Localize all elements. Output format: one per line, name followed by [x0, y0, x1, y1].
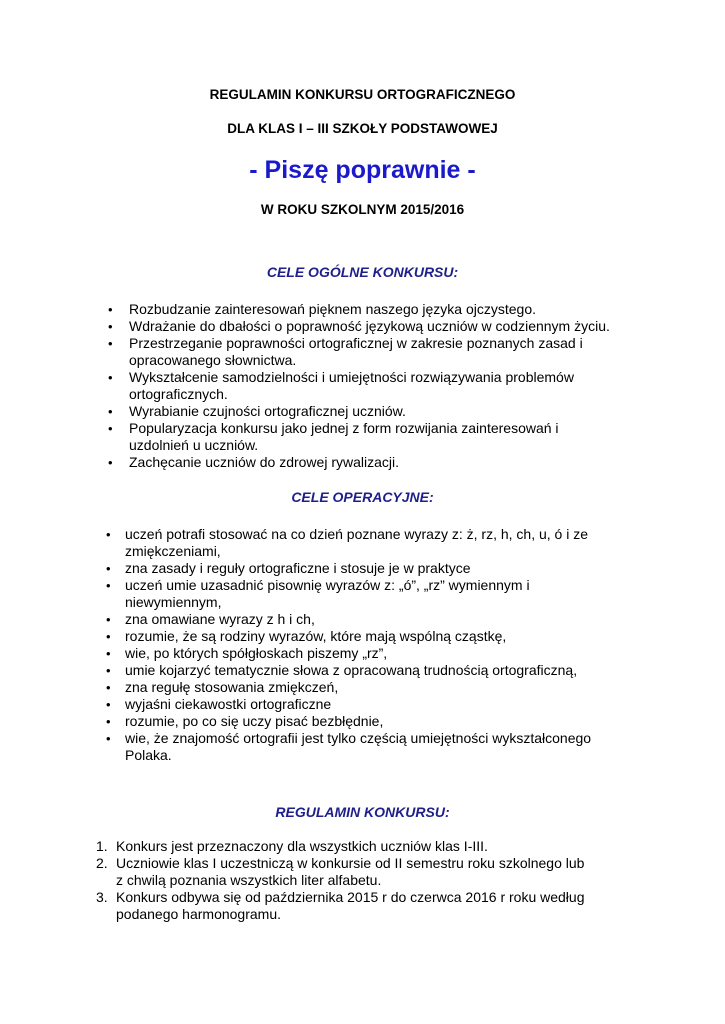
bullet-icon: •	[106, 646, 111, 661]
list-item	[106, 560, 591, 577]
list-item	[106, 611, 591, 628]
list-item-text: zna zasady i reguły ortograficzne i stosuje je w praktyce	[125, 560, 471, 576]
operational-goals-list	[106, 526, 591, 764]
rule-number: 1.	[96, 838, 108, 854]
list-item-text: Wykształcenie samodzielności i umiejętności rozwiązywania problemów	[129, 369, 574, 385]
list-item-text: wie, po których spółgłoskach piszemy „rz”,	[125, 645, 388, 661]
list-item-text: Wdrażanie do dbałości o poprawność językową uczniów w codziennym życiu.	[129, 318, 610, 334]
list-item-text: Polaka.	[125, 747, 172, 763]
bullet-icon: •	[108, 370, 113, 385]
bullet-icon: •	[106, 714, 111, 729]
general-goals-list	[108, 301, 610, 471]
school-year: W ROKU SZKOLNYM 2015/2016	[260, 202, 465, 217]
bullet-icon: •	[106, 731, 111, 746]
heading-general-goals: CELE OGÓLNE KONKURSU:	[266, 264, 459, 280]
list-item	[108, 369, 610, 403]
rule-text: Konkurs odbywa się od października 2015 r do czerwca 2016 r roku według	[116, 889, 585, 905]
rules-list	[96, 838, 585, 923]
list-item	[108, 335, 610, 369]
rule-text: podanego harmonogramu.	[116, 906, 282, 922]
list-item-text: Popularyzacja konkursu jako jednej z form rozwijania zainteresowań i	[129, 420, 559, 436]
list-item-text: uzdolnień u uczniów.	[129, 437, 259, 453]
list-item-text: uczeń umie uzasadnić pisownię wyrazów z: „ó”, „rz” wymiennym i	[125, 577, 530, 593]
list-item-text: ortograficznych.	[129, 386, 228, 402]
list-item-text: uczeń potrafi stosować na co dzień poznane wyrazy z: ż, rz, h, ch, u, ó i ze	[125, 526, 589, 542]
bullet-icon: •	[108, 421, 113, 436]
list-item-text: Wyrabianie czujności ortograficznej uczniów.	[129, 403, 406, 419]
rule-text: Uczniowie klas I uczestniczą w konkursie od II semestru roku szkolnego lub	[116, 855, 585, 871]
list-item-text: Przestrzeganie poprawności ortograficznej w zakresie poznanych zasad i	[129, 335, 583, 351]
rule-item	[96, 889, 585, 923]
list-item	[106, 679, 591, 696]
header-line-1: REGULAMIN KONKURSU ORTOGRAFICZNEGO	[209, 87, 516, 102]
list-item-text: rozumie, że są rodziny wyrazów, które mają wspólną cząstkę,	[125, 628, 507, 644]
list-item-text: opracowanego słownictwa.	[129, 352, 297, 368]
list-item	[108, 301, 610, 318]
list-item-text: Rozbudzanie zainteresowań pięknem naszego języka ojczystego.	[129, 301, 537, 317]
list-item	[106, 577, 591, 611]
list-item-text: wie, że znajomość ortografii jest tylko częścią umiejętności wykształconego	[125, 730, 592, 746]
list-item-text: rozumie, po co się uczy pisać bezbłędnie,	[125, 713, 384, 729]
list-item	[106, 730, 591, 764]
list-item-text: Zachęcanie uczniów do zdrowej rywalizacji.	[129, 454, 400, 470]
rule-text: z chwilą poznania wszystkich liter alfabetu.	[116, 872, 382, 888]
list-item	[106, 696, 591, 713]
bullet-icon: •	[108, 319, 113, 334]
list-item	[106, 526, 591, 560]
bullet-icon: •	[106, 680, 111, 695]
bullet-icon: •	[106, 697, 111, 712]
list-item	[106, 645, 591, 662]
rule-item	[96, 855, 585, 889]
bullet-icon: •	[106, 612, 111, 627]
list-item	[108, 318, 610, 335]
list-item	[106, 662, 591, 679]
bullet-icon: •	[108, 404, 113, 419]
list-item-text: zna omawiane wyrazy z h i ch,	[125, 611, 315, 627]
list-item	[108, 403, 610, 420]
list-item-text: niewymiennym,	[125, 594, 222, 610]
heading-operational-goals: CELE OPERACYJNE:	[291, 489, 434, 505]
bullet-icon: •	[106, 663, 111, 678]
heading-rules: REGULAMIN KONKURSU:	[275, 804, 450, 820]
list-item-text: zmiękczeniami,	[125, 543, 221, 559]
rule-item	[96, 838, 585, 855]
list-item-text: umie kojarzyć tematycznie słowa z opracowaną trudnością ortograficzną,	[125, 662, 578, 678]
list-item-text: wyjaśni ciekawostki ortograficzne	[125, 696, 332, 712]
bullet-icon: •	[108, 302, 113, 317]
bullet-icon: •	[108, 455, 113, 470]
bullet-icon: •	[106, 629, 111, 644]
bullet-icon: •	[106, 527, 111, 542]
bullet-icon: •	[106, 578, 111, 593]
list-item	[108, 454, 610, 471]
header-line-2: DLA KLAS I – III SZKOŁY PODSTAWOWEJ	[227, 121, 498, 136]
rule-number: 2.	[96, 855, 108, 871]
list-item	[108, 420, 610, 454]
list-item	[106, 628, 591, 645]
rule-number: 3.	[96, 889, 108, 905]
list-item	[106, 713, 591, 730]
rule-text: Konkurs jest przeznaczony dla wszystkich uczniów klas I-III.	[116, 838, 488, 854]
bullet-icon: •	[108, 336, 113, 351]
bullet-icon: •	[106, 561, 111, 576]
document-title: - Piszę poprawnie -	[249, 156, 476, 184]
list-item-text: zna regułę stosowania zmiękczeń,	[125, 679, 339, 695]
